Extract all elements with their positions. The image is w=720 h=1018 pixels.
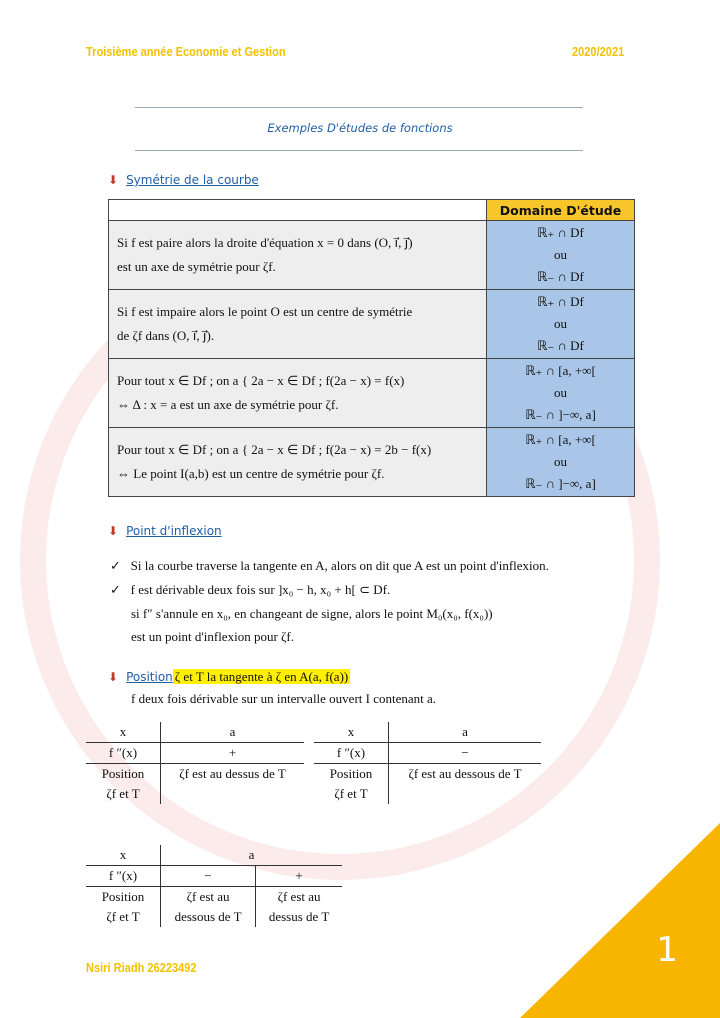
- page-number: 1: [656, 930, 678, 970]
- header-level: Troisième année Economie et Gestion: [86, 44, 286, 59]
- header-year: 2020/2021: [572, 44, 625, 59]
- table-row: Si f est paire alors la droite d'équation x = 0 dans (O, i⃗, j⃗) est un axe de symétrie pour ζf. ℝ₊ ∩ Df ou ℝ₋ ∩ Df: [109, 221, 635, 290]
- text-line: si f″ s'annule en x₀, en changeant de signe, alors le point M₀(x₀, f(x₀)): [131, 606, 493, 621]
- section-heading-symmetry: ⬇ Symétrie de la courbe: [108, 173, 259, 187]
- divider: [135, 150, 583, 151]
- domain-header: Domaine D'étude: [487, 200, 635, 221]
- arrow-down-icon: ⬇: [108, 173, 119, 187]
- checkmark-icon: ✓: [110, 582, 121, 597]
- arrow-down-icon: ⬇: [108, 670, 119, 684]
- section-heading-position: ⬇ Position ζ et T la tangente à ζ en A(a, f(a)): [108, 669, 349, 684]
- arrow-down-icon: ⬇: [108, 524, 119, 538]
- corner-decoration: [520, 823, 720, 1018]
- text-line: f deux fois dérivable sur un intervalle ouvert I contenant a.: [131, 691, 437, 706]
- checkmark-icon: ✓: [110, 558, 121, 573]
- variation-table-positive: x a f ″(x) + Position ζf est au dessus de T ζf et T: [86, 722, 304, 804]
- table-row: Si f est impaire alors le point O est un centre de symétrie de ζf dans (O, i⃗, j⃗). ℝ₊ ∩ Df ou ℝ₋ ∩ Df: [109, 290, 635, 359]
- text-line: est un point d'inflexion pour ζf.: [131, 629, 294, 644]
- list-item: ✓ f est dérivable deux fois sur ]x₀ − h, x₀ + h[ ⊂ Df.: [110, 582, 391, 597]
- footer-author: Nsiri Riadh 26223492: [86, 960, 197, 975]
- variation-table-negative: x a f ″(x) − Position ζf est au dessous de T ζf et T: [314, 722, 541, 804]
- section-heading-inflexion: ⬇ Point d'inflexion: [108, 524, 222, 538]
- table-row: Pour tout x ∈ Df ; on a { 2a − x ∈ Df ; f(2a − x) = f(x) ⇔ Δ : x = a est un axe de symétrie pour ζf. ℝ₊ ∩ [a, +∞[ ou ℝ₋ ∩ ]−∞, a]: [109, 359, 635, 428]
- table-row: Pour tout x ∈ Df ; on a { 2a − x ∈ Df ; f(2a − x) = 2b − f(x) ⇔ Le point I(a,b) est un centre de symétrie pour ζf. ℝ₊ ∩ [a, +∞[ ou ℝ₋ ∩ ]−∞, a]: [109, 428, 635, 497]
- variation-table-inflexion: x a f ″(x) − + Position ζf est au ζf est au ζf et T dessous de T dessus de T: [86, 845, 342, 927]
- list-item: ✓ Si la courbe traverse la tangente en A, alors on dit que A est un point d'inflexion.: [110, 558, 549, 573]
- symmetry-table: [108, 199, 635, 497]
- page-caption: Exemples D'études de fonctions: [267, 121, 453, 135]
- divider: [135, 107, 583, 108]
